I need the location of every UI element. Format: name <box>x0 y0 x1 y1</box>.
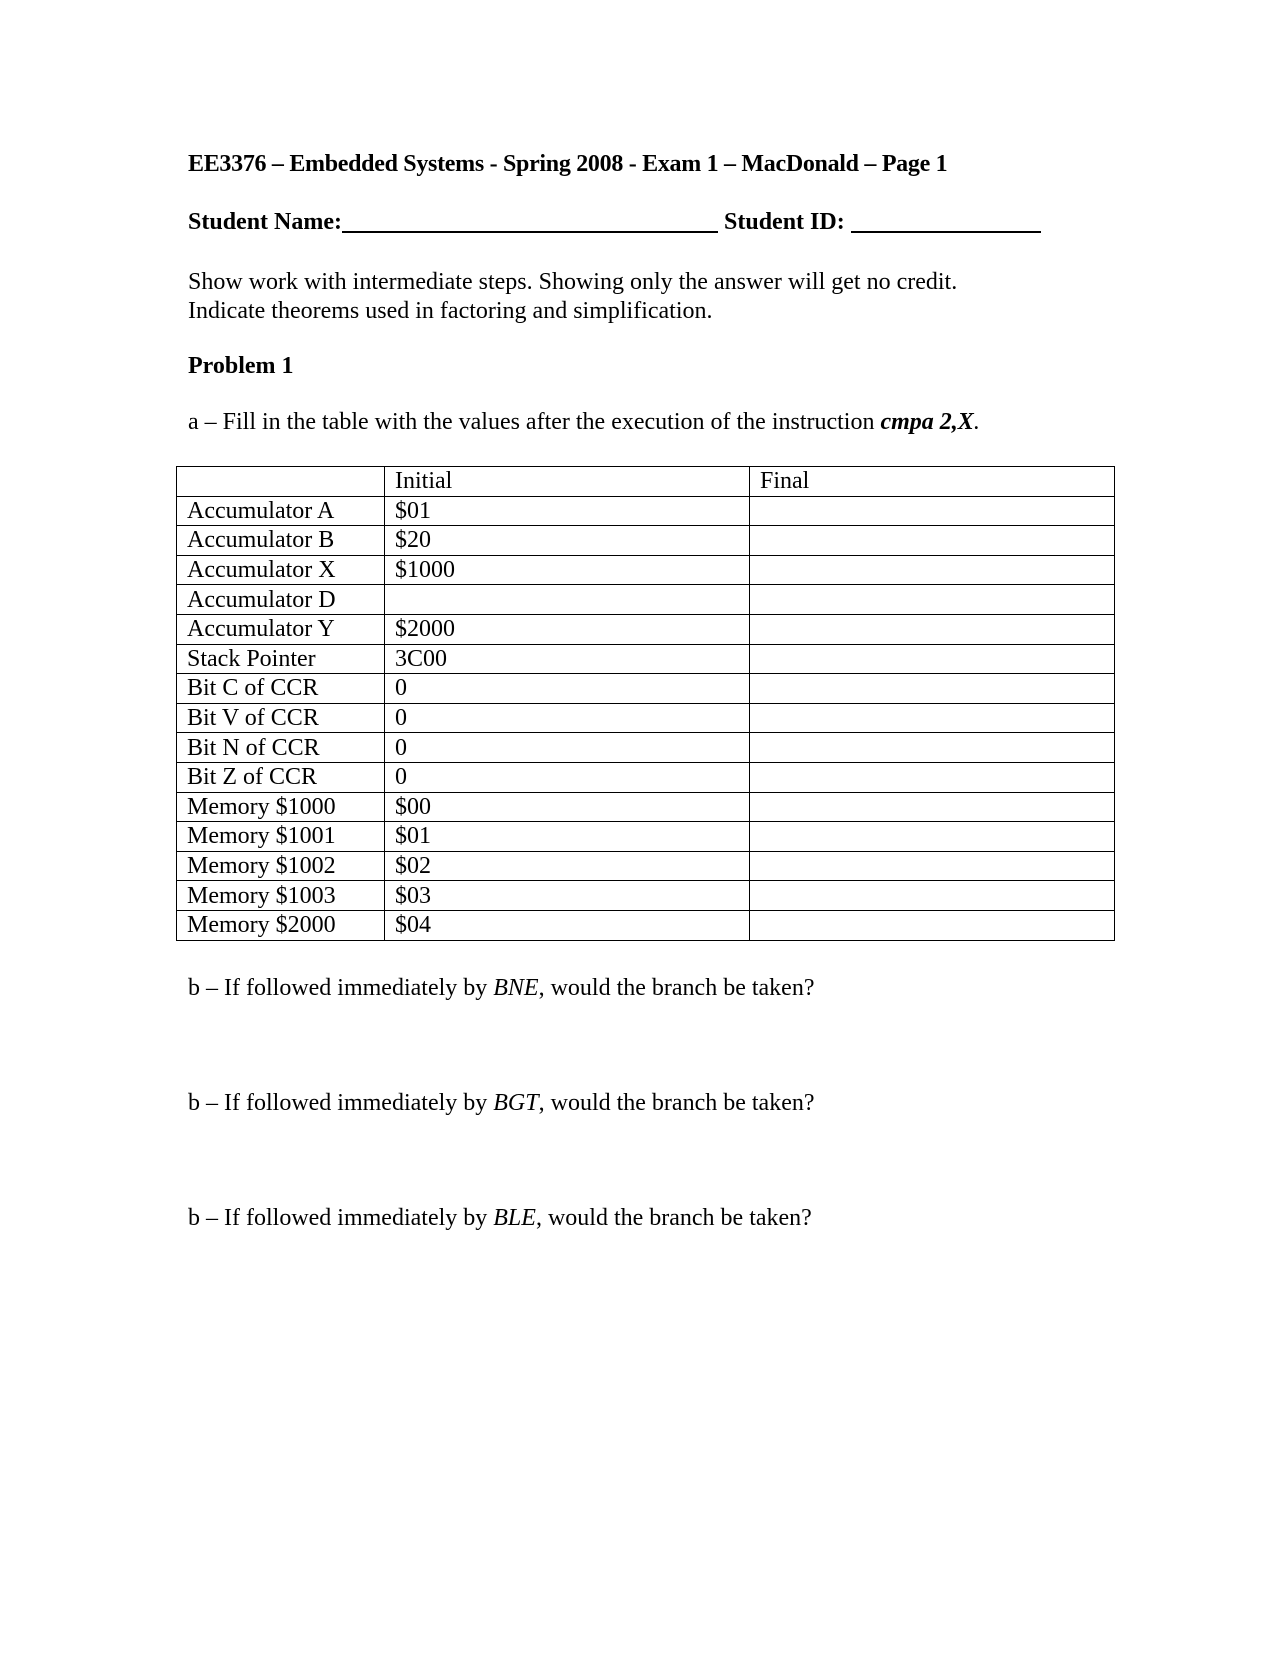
table-header-cell: Final <box>750 467 1115 497</box>
table-row <box>177 792 1115 822</box>
instructions-line-1: Show work with intermediate steps. Showing only the answer will get no credit. <box>188 269 958 295</box>
initial-value-cell: $02 <box>385 851 750 881</box>
part-a-instruction: cmpa 2,X <box>880 409 974 435</box>
student-info-row <box>188 210 1041 234</box>
initial-value-cell: $03 <box>385 881 750 911</box>
table-row <box>177 585 1115 615</box>
row-label-cell: Accumulator X <box>177 555 385 585</box>
question-ble <box>188 1206 812 1230</box>
table-row <box>177 614 1115 644</box>
table-row <box>177 822 1115 852</box>
initial-value-cell: $20 <box>385 526 750 556</box>
table-row <box>177 881 1115 911</box>
table-header-cell <box>177 467 385 497</box>
row-label-cell: Memory $2000 <box>177 910 385 940</box>
row-label-cell: Memory $1001 <box>177 822 385 852</box>
question-prefix: b – If followed immediately by <box>188 975 494 1001</box>
question-prefix: b – If followed immediately by <box>188 1205 494 1231</box>
final-value-cell[interactable] <box>750 674 1115 704</box>
question-bne <box>188 976 815 1000</box>
row-label-cell: Memory $1000 <box>177 792 385 822</box>
table-header-row <box>177 467 1115 497</box>
part-a-end: . <box>973 409 980 435</box>
initial-value-cell <box>385 585 750 615</box>
instructions <box>188 268 957 326</box>
row-label-cell: Memory $1003 <box>177 881 385 911</box>
initial-value-cell: 0 <box>385 674 750 704</box>
table-header-cell: Initial <box>385 467 750 497</box>
question-branch: BGT <box>493 1090 539 1116</box>
question-suffix: , would the branch be taken? <box>538 975 815 1001</box>
row-label-cell: Bit C of CCR <box>177 674 385 704</box>
final-value-cell[interactable] <box>750 822 1115 852</box>
final-value-cell[interactable] <box>750 881 1115 911</box>
row-label-cell: Bit Z of CCR <box>177 762 385 792</box>
final-value-cell[interactable] <box>750 910 1115 940</box>
initial-value-cell: $04 <box>385 910 750 940</box>
row-label-cell: Stack Pointer <box>177 644 385 674</box>
initial-value-cell: 3C00 <box>385 644 750 674</box>
table-row <box>177 526 1115 556</box>
table-row <box>177 496 1115 526</box>
table-row <box>177 703 1115 733</box>
student-name-blank[interactable] <box>342 211 718 233</box>
question-branch: BNE <box>493 975 539 1001</box>
table-row <box>177 644 1115 674</box>
final-value-cell[interactable] <box>750 526 1115 556</box>
initial-value-cell: $01 <box>385 822 750 852</box>
initial-value-cell: $1000 <box>385 555 750 585</box>
register-table <box>176 466 1115 941</box>
table-row <box>177 674 1115 704</box>
initial-value-cell: $00 <box>385 792 750 822</box>
row-label-cell: Accumulator A <box>177 496 385 526</box>
student-name-label: Student Name: <box>188 209 342 235</box>
table-row <box>177 762 1115 792</box>
final-value-cell[interactable] <box>750 496 1115 526</box>
table-row <box>177 733 1115 763</box>
final-value-cell[interactable] <box>750 762 1115 792</box>
question-branch: BLE <box>493 1205 536 1231</box>
row-label-cell: Bit N of CCR <box>177 733 385 763</box>
final-value-cell[interactable] <box>750 585 1115 615</box>
question-suffix: , would the branch be taken? <box>535 1205 812 1231</box>
question-suffix: , would the branch be taken? <box>538 1090 815 1116</box>
page-title: EE3376 – Embedded Systems - Spring 2008 - Exam 1 – MacDonald – Page 1 <box>188 151 948 177</box>
question-prefix: b – If followed immediately by <box>188 1090 494 1116</box>
initial-value-cell: 0 <box>385 762 750 792</box>
student-id-label: Student ID: <box>724 209 845 235</box>
final-value-cell[interactable] <box>750 851 1115 881</box>
final-value-cell[interactable] <box>750 644 1115 674</box>
row-label-cell: Accumulator B <box>177 526 385 556</box>
final-value-cell[interactable] <box>750 792 1115 822</box>
table-row <box>177 555 1115 585</box>
final-value-cell[interactable] <box>750 703 1115 733</box>
initial-value-cell: 0 <box>385 703 750 733</box>
student-id-blank[interactable] <box>851 211 1041 233</box>
row-label-cell: Bit V of CCR <box>177 703 385 733</box>
table-row <box>177 851 1115 881</box>
row-label-cell: Memory $1002 <box>177 851 385 881</box>
row-label-cell: Accumulator D <box>177 585 385 615</box>
initial-value-cell: $01 <box>385 496 750 526</box>
instructions-line-2: Indicate theorems used in factoring and simplification. <box>188 298 713 324</box>
part-a-text: a – Fill in the table with the values after the execution of the instruction <box>188 409 881 435</box>
problem-title: Problem 1 <box>188 353 294 379</box>
table-row <box>177 910 1115 940</box>
final-value-cell[interactable] <box>750 555 1115 585</box>
part-a-prompt <box>188 410 980 434</box>
question-bgt <box>188 1091 815 1115</box>
initial-value-cell: $2000 <box>385 614 750 644</box>
final-value-cell[interactable] <box>750 614 1115 644</box>
row-label-cell: Accumulator Y <box>177 614 385 644</box>
final-value-cell[interactable] <box>750 733 1115 763</box>
initial-value-cell: 0 <box>385 733 750 763</box>
